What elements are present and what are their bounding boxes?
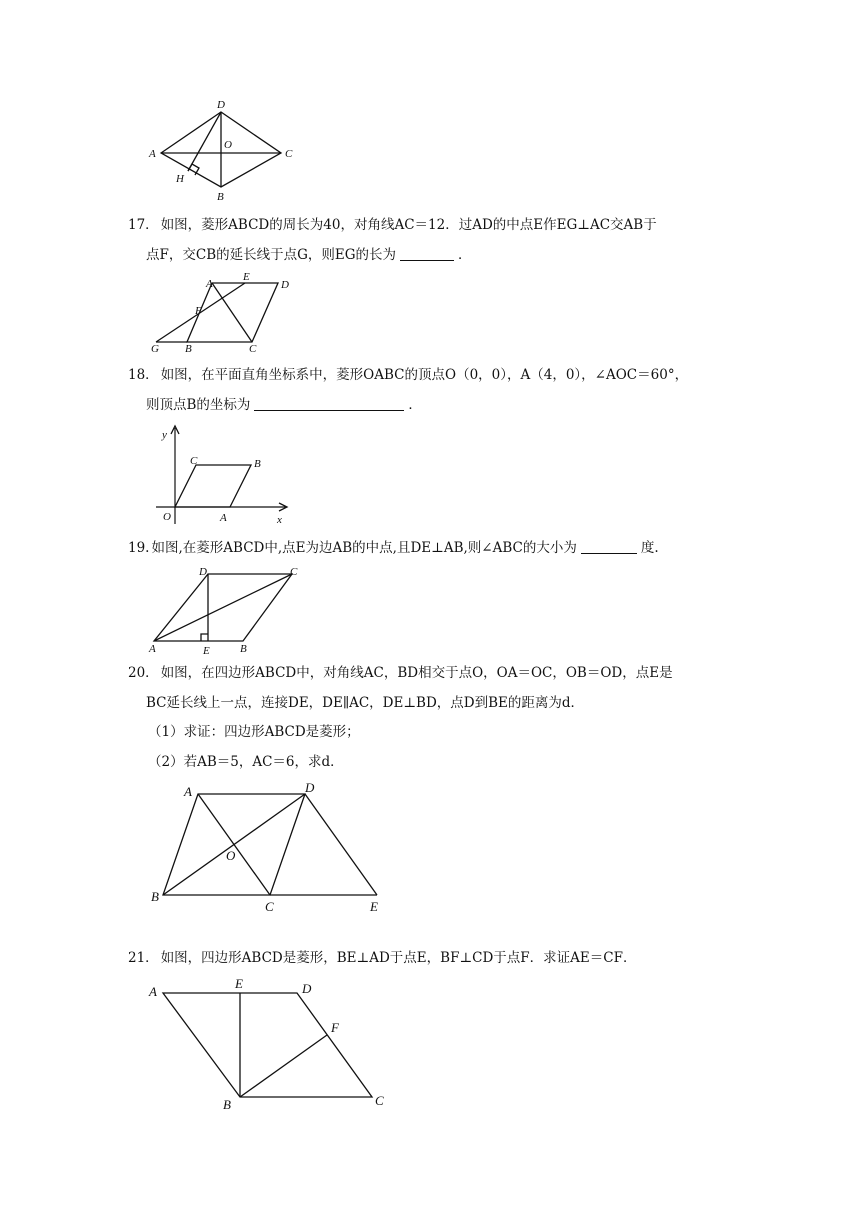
label-f: F	[331, 1020, 339, 1035]
label-b: B	[185, 343, 192, 355]
label-c: C	[290, 566, 298, 578]
label-d: D	[281, 279, 289, 291]
question-21	[128, 943, 740, 973]
diagonal-ac	[154, 574, 292, 641]
label-o: O	[226, 848, 236, 863]
label-d: D	[302, 981, 312, 996]
label-a: A	[149, 984, 157, 999]
label-a: A	[206, 278, 213, 290]
label-c: C	[249, 343, 257, 355]
question-20	[128, 658, 740, 718]
question-text-line1: 如图，在平面直角坐标系中，菱形OABC的顶点O（0，0），A（4，0），∠AOC＝60°，	[160, 367, 689, 383]
question-text-line2: 点F，交CB的延长线于点G，则EG的长为	[146, 247, 397, 263]
answer-blank[interactable]	[581, 539, 637, 554]
segment-de	[305, 794, 377, 895]
question-text-line2: 则顶点B的坐标为	[146, 397, 251, 413]
label-e: E	[203, 645, 210, 657]
label-a: A	[220, 512, 227, 524]
diagonal-bd	[163, 794, 305, 895]
label-a: A	[149, 148, 156, 160]
figure-18-coordinate	[150, 420, 295, 530]
answer-blank[interactable]	[254, 396, 404, 411]
label-b: B	[223, 1097, 231, 1112]
label-b: B	[151, 889, 159, 904]
label-y: y	[162, 429, 167, 441]
label-h: H	[176, 173, 184, 185]
figure-17-rhombus	[145, 270, 300, 358]
figure-16-rhombus	[140, 96, 310, 206]
question-end: 度.	[640, 540, 659, 556]
question-17	[128, 210, 740, 270]
figure-19-rhombus	[145, 563, 305, 657]
answer-blank[interactable]	[400, 246, 454, 261]
label-o: O	[224, 139, 232, 151]
label-b: B	[254, 458, 261, 470]
label-a: A	[184, 784, 192, 799]
altitude-dh	[188, 112, 221, 171]
question-text: 如图，四边形ABCD是菱形，BE⊥AD于点E，BF⊥CD于点F．求证AE＝CF．	[160, 950, 637, 966]
question-20-part2: （2）若AB＝5，AC＝6，求d．	[148, 754, 344, 770]
question-text-line1: 如图，菱形ABCD的周长为40，对角线AC＝12．过AD的中点E作EG⊥AC交AB于	[160, 217, 657, 233]
label-c: C	[375, 1093, 384, 1108]
question-end: ．	[408, 397, 422, 413]
label-c: C	[265, 899, 274, 914]
label-o: O	[163, 511, 171, 523]
label-a: A	[149, 643, 156, 655]
label-e: E	[370, 899, 378, 914]
question-20-part1: （1）求证：四边形ABCD是菱形；	[148, 724, 360, 740]
label-d: D	[217, 99, 225, 111]
question-number: 19.	[128, 540, 150, 556]
question-text: 如图,在菱形ABCD中,点E为边AB的中点,且DE⊥AB,则∠ABC的大小为	[151, 540, 577, 556]
question-text-line2: BC延长线上一点，连接DE，DE∥AC，DE⊥BD，点D到BE的距离为d．	[146, 695, 585, 711]
rhombus-outline	[163, 993, 372, 1097]
figure-21-rhombus	[142, 972, 392, 1114]
rhombus-oabc	[175, 465, 251, 507]
question-19	[128, 533, 748, 563]
label-e: E	[235, 976, 243, 991]
label-d: D	[199, 566, 207, 578]
label-e: E	[243, 271, 250, 283]
question-number: 17．	[128, 217, 159, 233]
label-x: x	[277, 514, 282, 526]
right-angle-mark	[201, 634, 208, 641]
label-f: F	[195, 305, 202, 317]
question-end: ．	[458, 247, 472, 263]
label-c: C	[285, 148, 293, 160]
question-18	[128, 360, 740, 420]
label-b: B	[240, 643, 247, 655]
question-text-line1: 如图，在四边形ABCD中，对角线AC，BD相交于点O，OA＝OC，OB＝OD，点E是	[160, 665, 673, 681]
figure-20-quadrilateral	[145, 778, 395, 913]
question-number: 18．	[128, 367, 159, 383]
label-c: C	[190, 455, 198, 467]
label-g: G	[151, 343, 159, 355]
question-number: 20．	[128, 665, 159, 681]
segment-bf	[240, 1035, 327, 1097]
label-d: D	[305, 780, 315, 795]
label-b: B	[217, 191, 224, 203]
question-number: 21．	[128, 950, 159, 966]
